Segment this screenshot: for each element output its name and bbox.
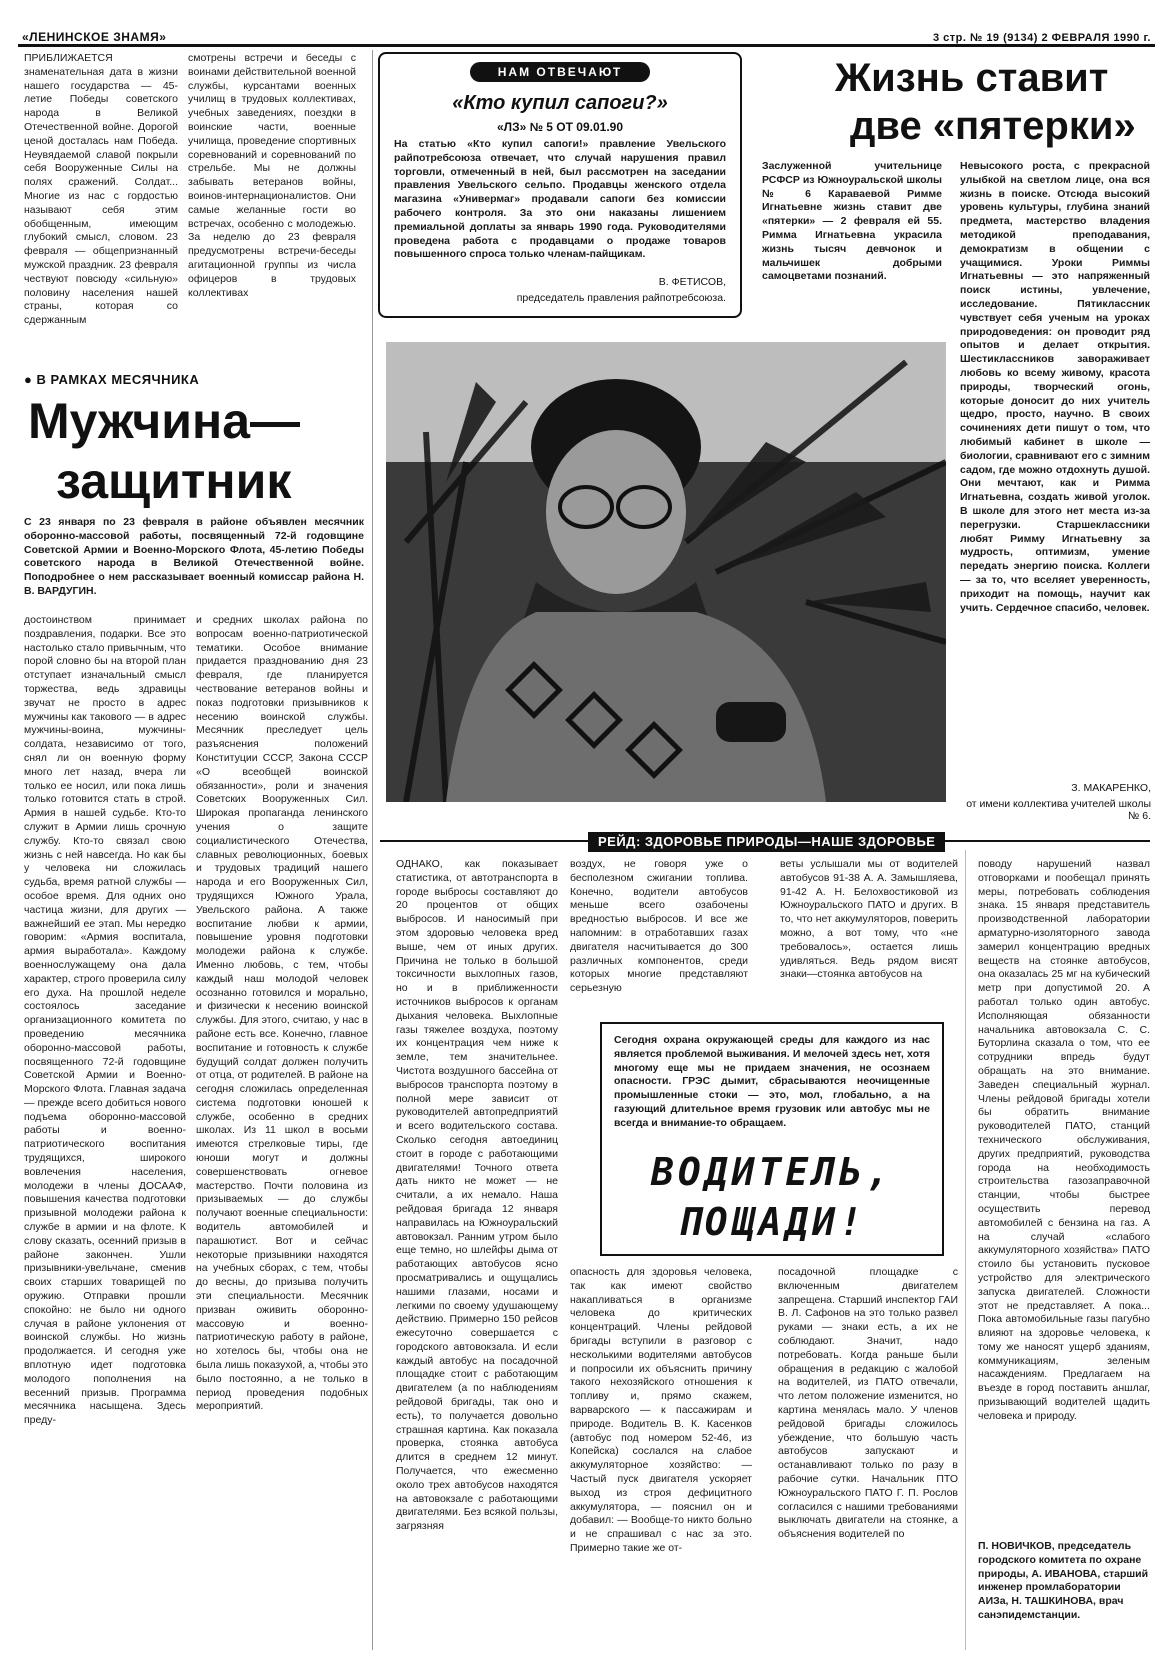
raid-column-2: воздух, не говоря уже о бесполезном сжигании топлива. Конечно, водители автобусов меньше всего озабочены вредностью выбросов. И все же напомним: в отработавших газах двигателя насчитывается до 300 различных компонентов, среди которых многие представляют серьезную [570,858,748,995]
portrait-photo [386,342,946,802]
masthead-rule [18,44,1155,47]
reply-box [378,52,742,318]
raid-callout-box [600,1022,944,1256]
month-rubric: ● В РАМКАХ МЕСЯЧНИКА [24,372,200,387]
month-column-1: достоинством принимает поздравления, подарки. Все это настолько стало привычным, что порой словно бы на второй план отступает изначальный смысл торжества, ведь здравицы звучат не просто в адрес мужчины как такового — в адрес мужчины-воина, мужчины-солдата, независимо от того, снял ли он военную форму много лет назад, вчера ли только ее носил, или пока лишь только готовится стать в строй. Армия в нашей судьбе. Кто-то служит в Армии лишь срочную службу. Кто-то связал свою жизнь с ней навсегда. Но как бы у человека ни сложилась судьба, время ратной службы — особое время. Для одних оно частица жизни, для других — важнейший ее этап. Мы нередко говорим: «Армия воспитала, армия выработала». Каждому военнослужащему она дала характер, строго проверила силу его духа. На прошлой неделе состоялось заседание организационного комитета по проведению месячника оборонно-массовой работы, посвященного 72-й годовщине Советской Армии и Военно-Морского Флота. Главная задача — прежде всего добиться нового подъема оборонно-массовой работы и военно-патриотического воспитания трудящихся, широкого вовлечения населения, молодежи в члены ДОСААФ, повышения качества подготовки призывной молодежи района к службе в армии и на флоте. К слову сказать, осенний призыв в районе закончен. Ушли призывники-увельчане, сменив своих старших товарищей по оружию. Отправки прошли спокойно: не было ни одного случая в районе уклонения от воинской службы. Но жизнь продолжается. И сегодня уже вплотную идет подготовка молодого пополнения на весенний призыв. Программа месячника насыщена. Здесь преду- [24,614,186,1427]
month-lead: С 23 января по 23 февраля в районе объявлен месячник оборонно-массовой работы, посвященный 72-й годовщине Советской Армии и Военно-Морского Флота, 45-летию Победы советского народа в Великой Отечественной войне. Поподробнее о нем рассказывает военный комиссар района Н. В. ВАРДУГИН. [24,516,364,597]
raid-signature: П. НОВИЧКОВ, председатель городского комитета по охране природы, А. ИВАНОВА, старший инженер промлаборатории АИЗа, Н. ТАШКИНОВА, врач санэпидемстанции. [978,1540,1149,1621]
reply-label: НАМ ОТВЕЧАЮТ [470,62,650,82]
raid-lower-column-2: опасность для здоровья человека, так как имеют свойство накапливаться в организме человека до критических концентраций. Члены рейдовой бригады вступили в разговор с несколькими водителями автобусов и попросили их объяснить причину такого нехозяйского отношения к топливу и, прямо скажем, варварского — к пассажирам и природе. Водитель В. К. Касенков (автобус под номером 52-46, из Копейска) сослался на слабое аккумуляторное хозяйство: — Частый пуск двигателя ускоряет выход из строя дефицитного аккумулятора, — пояснил он и добавил: — Вообще-то никто больно и не спрашивал с нас за это. Примерно такие же от- [570,1266,752,1554]
reply-ref: «ЛЗ» № 5 ОТ 09.01.90 [496,120,624,134]
month-title-line1: Мужчина— [28,393,301,449]
intro-column-2: смотрены встречи и беседы с воинами действительной военной службы, курсантами военных училищ в трудовых коллективах, учебных заведениях, поездки в воинские части, военные училища, проведение спортивных соревнований и соревнований по стрельбе. Мы не должны забывать ветеранов войны, воинов-интернационалистов. Они самые желанные гости во встречах, особенно с молодежью. За неделю до 23 февраля предусмотрены встречи-беседы агитационной группы из числа офицеров в трудовых коллективах [188,52,356,299]
reply-signature-name: В. ФЕТИСОВ, [658,276,726,288]
column-rule [372,50,373,1650]
issue-line: 3 стр. № 19 (9134) 2 ФЕВРАЛЯ 1990 г. [932,32,1151,44]
column-rule [965,850,966,1650]
teacher-title-line1: Жизнь ставит [835,56,1109,100]
teacher-title-line2: две «пятерки» [850,104,1136,148]
month-title-line2: защитник [56,453,292,509]
reply-title: «Кто купил сапоги?» [452,92,668,114]
raid-lower-column-3: посадочной площадке с включенным двигателем запрещена. Старший инспектор ГАИ В. Л. Сафонов на это только развел руками — знаки есть, а их не соблюдают. Значит, надо потребовать. Когда раньше были обращения в редакцию с жалобой на водителей, из ПАТО отвечали, что летом положение изменится, но картина менялась мало. У членов рейдовой бригады сложилось убеждение, что большую часть автобусов запускают и останавливают только по разу в рабочие сутки. Начальник ПТО Южноуральского ПАТО Г. П. Рослов согласился с нашими требованиями выключать двигатели на стоянке, а объяснения водителей по [778,1266,958,1541]
raid-column-4: поводу нарушений назвал отговорками и пообещал принять меры, потребовать соблюдения знака. 15 января представитель производственной лаборатории арматурно-изоляторного завода замерил концентрацию вредных веществ на стоянке автобусов, она оказалась 25 мг на кубический метр при допустимой 20. А работал только один автобус. Исполняющая обязанности начальника автовокзала С. С. Буторлина сказала о том, что ее сотрудники впредь будут обращать на это внимание. Заведен специальный журнал. Члены рейдовой бригады хотели бы обратить внимание руководителей ПАТО, станций технического обслуживания, других предприятий, руководства города на необходимость строительства газозаправочной станции, чтобы быстрее осуществить перевод автомобилей с бензина на газ. А на случай «слабого аккумуляторного хозяйства» ПАТО стоило бы установить пусковое устройство для электрического запуска двигателей. Сложности этот не представляет. А пока... Пока автомобильные газы пагубно влияют на здоровье человека, к тому же наносят ущерб зданиям, коммуникациям, зеленым насаждениям. Предлагаем на въезде в город поставить аншлаг, призывающий водителей щадить человека и природу. [978,858,1150,1422]
raid-callout-text: Сегодня охрана окружающей среды для каждого из нас является проблемой выживания. И мелочей здесь нет, хотя многому еще мы не придаем значения, не осознаем опасности. ГРЭС дымит, сбрасываются неочищенные промышленные стоки — это, мол, глобально, а на газующий длительное время грузовик или автобус мы не всегда и внимание-то обращаем. [614,1034,930,1129]
raid-banner: РЕЙД: ЗДОРОВЬЕ ПРИРОДЫ—НАШЕ ЗДОРОВЬЕ [588,832,945,852]
photo-illustration [386,342,946,802]
teacher-column-left: Заслуженной учительнице РСФСР из Южноуральской школы № 6 Караваевой Римме Игнатьевне жизнь ставит две «пятерки» — 2 февраля ей 55. Римма Игнатьевна украсила жизнь тысяч девчонок и мальчишек добрыми самоцветами познаний. [762,160,942,283]
reply-body: На статью «Кто купил сапоги!» правление Увельского райпотребсоюза отвечает, что случай нарушения правил торговли, отмеченный в ней, был рассмотрен на заседании правления Увельского сельпо. Продавцы женского отдела магазина «Универмаг» продавали сапоги без комиссии рабочего контроля. За это они наказаны лишением премиальной доплаты за январь 1990 года. Руководителями проведена работа с продавцами о продаже товаров повышенного спроса только членам-пайщикам. [394,138,726,261]
teacher-signature-title: от имени коллектива учителей школы № 6. [966,798,1151,822]
reply-signature-title: председатель правления райпотребсоюза. [516,292,726,304]
raid-column-1: ОДНАКО, как показывает статистика, от автотранспорта в городе выбросы составляют до 20 процентов от общих выбросов. И наносимый при этом здоровью человека вред выше, чем от иных других. Причина не только в большой токсичности выхлопных газов, но и в приближенности источников выбросов к органам дыхания человека. Выхлопные газы тяжелее воздуха, поэтому их концентрация чем ниже к земле, тем значительнее. Чистота воздушного бассейна от выбросов транспорта поэтому в полной мере зависит от руководителей автопредприятий и всего водительского состава. Сколько сегодня автоединиц стоит в городе с работающими двигателями! Точного ответа дать никто не может — не считали, а их немало. Наша рейдовая бригада 12 января направилась на Южноуральский автовокзал. Ранним утром было еще темно, но шлейфы дыма от работающих автобусов ясно просматривались и ощущались нашими глазами, носами и легкими по своему удушающему действию. Примерно 150 рейсов ежесуточно совершается с городского автовокзала. И если каждый автобус на посадочной площадке стоит с работающим двигателем (а по наблюдениям рейдовой бригады, так оно и есть), то получается довольно страшная картина. Как показала проверка, стоянка автобуса длится в среднем 12 минут. Получается, что ежесменно около трех автобусов находятся на автовокзале с работающими двигателями. Без всякой пользы, загрязняя [396,858,558,1533]
month-column-2: и средних школах района по вопросам военно-патриотической тематики. Особое внимание придается празднованию дня 23 февраля, где планируется чествование ветеранов войны и показ подготовки призывников к несению воинской службы. Месячник преследует цель разъяснения положений Конституции СССР, Закона СССР «О всеобщей воинской обязанности», роли и значения Советских Вооруженных Сил. Широкая пропаганда ленинского учения о защите социалистического Отечества, славных революционных, боевых и трудовых традиций нашего народа и его Вооруженных Сил, трудящихся Южного Урала, Увельского района. А также воспитание любви к армии, повышение уровня подготовки молодежи района к службе. Именно любовь, с тем, чтобы каждый наш молодой человек осознанно готовился и морально, и физически к несению воинской службы. Для этого, считаю, у нас в районе есть все. Конечно, главное воспитание и готовность к службе будущий солдат должен получить от отца, от родителей. В районе на сегодня сложилась определенная система подготовки юношей к службе, особенно в средних школах. Из 11 школ в восьми имеются стрелковые тиры, где юноши могут и должны совершенствовать огневое мастерство. Почти половина из призываемых — до службы получают военные специальности: водитель автомобилей и парашютист. Вот и сейчас некоторые призывники находятся на учебных сборах, с тем, чтобы до весны, до призыва получить эти специальности. Месячник призван оживить оборонно-массовую и военно-патриотическую работу в районе, но хотелось бы, чтобы она не была лишь показухой, а, чтобы это было постоянно, а не только в период проведения подобных мероприятий. [196,614,368,1413]
slogan-line1: ВОДИТЕЛЬ, [651,1150,893,1194]
intro-column-1: ПРИБЛИЖАЕТСЯ знаменательная дата в жизни нашего государства — 45-летие Победы советского народа в Великой Отечественной войне. Дорогой ценой досталась нам Победа. Неувядаемой славой покрыли себя Вооруженные Силы на полях сражений. Солдат... Многие из нас с гордостью называют себя этим обобщенным, имеющим глубокий смысл, словом. 23 февраля — общепризнанный мужской праздник. 23 февраля чествуют повсюду «сильную» половину населения нашей страны, которая со сдержанным [24,52,178,327]
raid-column-3: веты услышали мы от водителей автобусов 91-38 А. А. Замышляева, 91-42 А. Н. Белохвостиковой из Южноуральского ПАТО и других. В то, что нет аккумуляторов, поверить можно, а вот тому, что «не требовалось», остается лишь удивляться. Ведь рядом висят знаки—стоянка автобусов на [780,858,958,981]
teacher-signature-name: З. МАКАРЕНКО, [1071,782,1151,794]
teacher-column-right: Невысокого роста, с прекрасной улыбкой на светлом лице, она вся жизнь в поиске. Отсюда высокий уровень культуры, глубина знаний предмета, мастерство владения методикой преподавания, демократизм в общении с учащимися. Уроки Риммы Игнатьевны — это напряженный поиск истины, увлечение, исследование. Пятиклассник чувствует себя ученым на уроках природоведения: он проводит ряд опытов и делает открытия. Шестиклассников завораживает любовь ко всему живому, красота природы, творческий огонь, которые доносит до них учитель щедро, просто, научно. В своих сочинениях дети пишут о том, что любимый кабинет в школе — биологии, сравнивают его с зимним садом, где можно отдохнуть душой. Они мечтают, как и Римма Игнатьевна, создать живой уголок. В школе для этого нет места из-за перегрузки. Старшеклассники любят Римму Игнатьевну за мудрость, оптимизм, умение передать энергию поиска. Коллеги — за то, что вселяет уверенность, приходит на помощь, научит как учить. Сердечное спасибо, человек. [960,160,1150,614]
paper-name: «ЛЕНИНСКОЕ ЗНАМЯ» [22,30,167,44]
slogan-line2: ПОЩАДИ! [677,1200,867,1244]
